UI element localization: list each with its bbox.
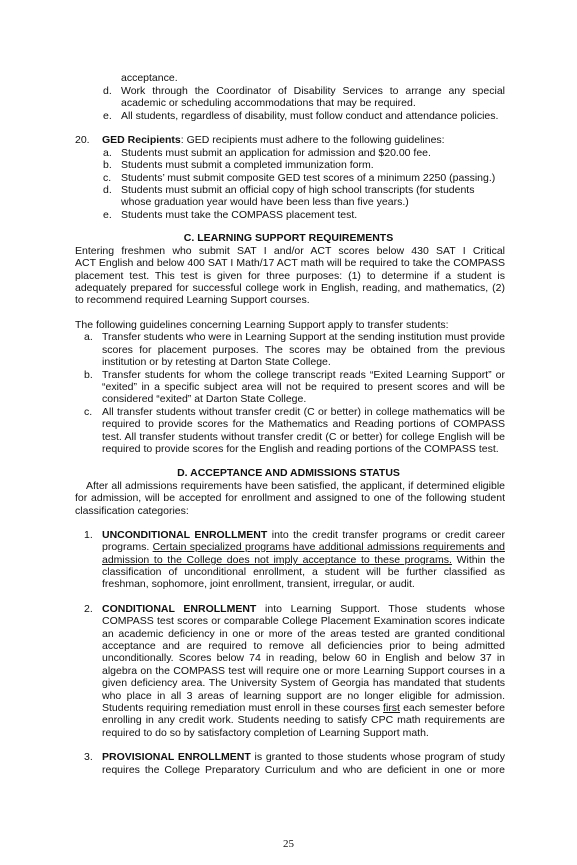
item-c-continuation: acceptance. xyxy=(121,72,178,84)
item2-line: an academic deficiency in one or more of the areas tested are granted conditional xyxy=(102,628,505,640)
section-c-para-line: placement test. This test is given for three purposes: (1) to determine if a student is xyxy=(75,270,505,282)
section-d-heading: D. ACCEPTANCE AND ADMISSIONS STATUS xyxy=(177,467,400,479)
ged-heading-line xyxy=(102,134,445,146)
list-item-text: Transfer students who were in Learning Support at the sending institution must provide xyxy=(102,331,505,343)
list-item-text: Students’ must submit composite GED test scores of a minimum 2250 (passing.) xyxy=(121,172,496,184)
transfer-intro: The following guidelines concerning Learning Support apply to transfer students: xyxy=(75,319,449,331)
page-number: 25 xyxy=(283,838,294,850)
list-item-text: Transfer students for whom the college transcript reads “Exited Learning Support” or xyxy=(102,369,505,381)
item2-text: into Learning Support. Those students whose xyxy=(256,603,505,615)
list-item-text: test. All transfer students without transfer credit (C or better) for college English will be xyxy=(102,431,505,443)
list-item-text: Students must submit an official copy of high school transcripts (for students xyxy=(121,184,475,196)
ged-intro: : GED recipients must adhere to the following guidelines: xyxy=(180,134,445,146)
item2-title: CONDITIONAL ENROLLMENT xyxy=(102,603,257,615)
list-label: e. xyxy=(103,209,112,221)
list-label: d. xyxy=(103,85,112,97)
section-c-heading: C. LEARNING SUPPORT REQUIREMENTS xyxy=(183,232,394,244)
ged-title: GED Recipients xyxy=(102,134,181,146)
item1-text: Within the xyxy=(451,554,505,566)
section-c-para-line: to recommend required Learning Support courses. xyxy=(75,294,310,306)
list-item-text: institution or by retesting at Darton State College. xyxy=(102,356,331,368)
list-item-text: required to provide scores for the English and reading portions of the COMPASS test. xyxy=(102,443,499,455)
list-label: e. xyxy=(103,110,112,122)
list-label: a. xyxy=(103,147,112,159)
item3-line-1 xyxy=(102,751,505,763)
list-item-text: academic or scheduling accommodations that may be required. xyxy=(121,97,416,109)
list-label: c. xyxy=(103,172,112,184)
item2-line: unconditionally. Scores below 74 in reading, below 60 in English and below 37 in xyxy=(102,652,505,664)
item1-underlined-text: Certain specialized programs have additional admissions requirements and xyxy=(152,541,505,553)
list-item-text: All students, regardless of disability, must follow conduct and attendance policies. xyxy=(121,110,499,122)
section-d-intro-line: for admission, will be accepted for enrollment and assigned to one of the following student xyxy=(75,492,505,504)
list-label: b. xyxy=(84,369,93,381)
item1-line-4: classification of unconditional enrollment, a student will be further classified as xyxy=(102,566,505,578)
item2-line: required to do so by satisfactory completion of Learning Support math. xyxy=(102,727,429,739)
list-item-text: required to provide scores for the Mathematics and Reading portions of COMPASS xyxy=(102,418,505,430)
item2-line-1 xyxy=(102,603,505,615)
item2-line: algebra on the COMPASS test will require one or more Learning Support courses in a xyxy=(102,665,505,677)
list-label: a. xyxy=(84,331,93,343)
list-item-text: “exited” in a specific subject area will not be required to present scores and will be xyxy=(102,381,505,393)
item-number: 2. xyxy=(84,603,93,615)
section-d-intro-line: After all admissions requirements have been satisfied, the applicant, if determined eligible xyxy=(86,480,505,492)
item1-underlined-text: admission to the College does not imply acceptance to these programs. xyxy=(102,554,452,566)
section-c-para-line: adequately prepared for successful college work in English, reading, and mathematics, (2) xyxy=(75,282,505,294)
list-item-text: scores for placement purposes. The scores may be obtained from the previous xyxy=(102,344,505,356)
list-item-text: Students must submit a completed immunization form. xyxy=(121,159,374,171)
item1-title: UNCONDITIONAL ENROLLMENT xyxy=(102,529,268,541)
item1-text: programs. xyxy=(102,541,153,553)
item-number: 20. xyxy=(75,134,90,146)
list-item-text: Students must take the COMPASS placement test. xyxy=(121,209,358,221)
section-c-para-line: Entering freshmen who submit SAT I and/or ACT scores below 430 SAT I Critical xyxy=(75,245,505,257)
item1-line-5: freshman, sophomore, joint enrollment, transient, irregular, or audit. xyxy=(102,578,415,590)
item2-line: who place in all 3 areas of learning support are no longer eligible for admission. xyxy=(102,690,505,702)
item2-text: Students requiring remediation must enroll in these courses xyxy=(102,702,384,714)
list-item-text: considered “exited” at Darton State College. xyxy=(102,393,307,405)
item2-line: COMPASS test scores or comparable College Placement Examination scores indicate xyxy=(102,615,505,627)
item-number: 3. xyxy=(84,751,93,763)
list-label: b. xyxy=(103,159,112,171)
section-c-para-line: ACT English and below 400 SAT I Math/17 ACT math will be required to take the COMPASS xyxy=(75,257,505,269)
item3-title: PROVISIONAL ENROLLMENT xyxy=(102,751,251,763)
section-d-intro-line: classification categories: xyxy=(75,505,189,517)
item-number: 1. xyxy=(84,529,93,541)
item2-line: enrolling in any credit work. Students needing to satisfy CPC math requirements are xyxy=(102,714,505,726)
item1-line-2 xyxy=(102,541,505,553)
item2-line: acceptance and are required to remove all deficiencies prior to being admitted xyxy=(102,640,505,652)
list-item-text: Students must submit an application for admission and $20.00 fee. xyxy=(121,147,431,159)
list-item-text: Work through the Coordinator of Disability Services to arrange any special xyxy=(121,85,505,97)
list-item-text: whose graduation year would have been less than five years.) xyxy=(121,196,409,208)
list-label: c. xyxy=(84,406,93,418)
item2-line: given deficiency area. The University System of Georgia has mandated that students xyxy=(102,677,505,689)
item3-line-2: requires the College Preparatory Curriculum and who are deficient in one or more xyxy=(102,764,505,776)
list-item-text: All transfer students without transfer credit (C or better) in college mathematics will be xyxy=(102,406,505,418)
item3-text: is granted to those students whose program of study xyxy=(250,751,505,763)
item2-underlined-text: first xyxy=(383,702,400,714)
list-label: d. xyxy=(103,184,112,196)
item1-text: into the credit transfer programs or credit career xyxy=(267,529,505,541)
item1-line-3 xyxy=(102,554,505,566)
item2-line-9 xyxy=(102,702,505,714)
item2-text: each semester before xyxy=(399,702,505,714)
item1-line-1 xyxy=(102,529,505,541)
